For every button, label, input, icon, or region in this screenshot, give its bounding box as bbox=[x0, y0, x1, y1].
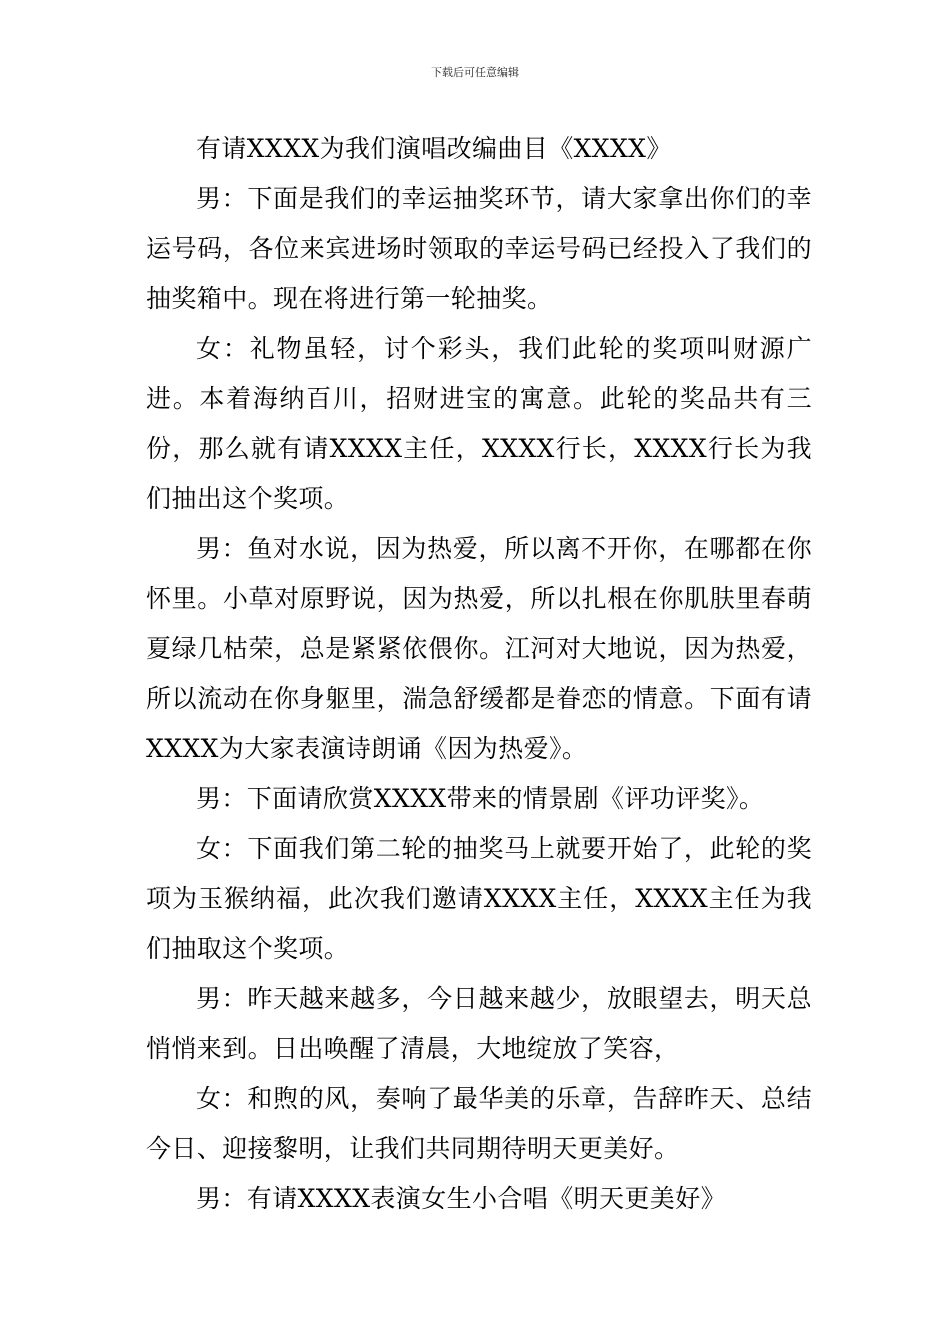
page-header: 下载后可任意编辑 bbox=[431, 66, 519, 79]
paragraph: 男：有请XXXX表演女生小合唱《明天更美好》 bbox=[196, 1184, 726, 1213]
document-body bbox=[146, 124, 812, 1224]
paragraph: 女：和煦的风，奏响了最华美的乐章，告辞昨天、总结今日、迎接黎明，让我们共同期待明天更美好。 bbox=[146, 1084, 812, 1163]
paragraph: 有请XXXX为我们演唱改编曲目《XXXX》 bbox=[196, 134, 672, 163]
paragraph: 男：昨天越来越多，今日越来越少，放眼望去，明天总悄悄来到。日出唤醒了清晨，大地绽放了笑容， bbox=[146, 984, 812, 1063]
paragraph: 女：下面我们第二轮的抽奖马上就要开始了，此轮的奖项为玉猴纳福，此次我们邀请XXXX主任，XXXX主任为我们抽取这个奖项。 bbox=[146, 834, 812, 963]
paragraph: 女：礼物虽轻，讨个彩头，我们此轮的奖项叫财源广进。本着海纳百川，招财进宝的寓意。此轮的奖品共有三份，那么就有请XXXX主任，XXXX行长，XXXX行长为我们抽出这个奖项。 bbox=[146, 334, 812, 513]
paragraph: 男：下面请欣赏XXXX带来的情景剧《评功评奖》。 bbox=[196, 784, 765, 813]
paragraph: 男：鱼对水说，因为热爱，所以离不开你，在哪都在你怀里。小草对原野说，因为热爱，所以扎根在你肌肤里春萌夏绿几枯荣，总是紧紧依偎你。江河对大地说，因为热爱，所以流动在你身躯里，湍急舒缓都是眷恋的情意。下面有请XXXX为大家表演诗朗诵《因为热爱》。 bbox=[146, 534, 812, 763]
paragraph: 男：下面是我们的幸运抽奖环节，请大家拿出你们的幸运号码，各位来宾进场时领取的幸运号码已经投入了我们的抽奖箱中。现在将进行第一轮抽奖。 bbox=[146, 184, 812, 313]
